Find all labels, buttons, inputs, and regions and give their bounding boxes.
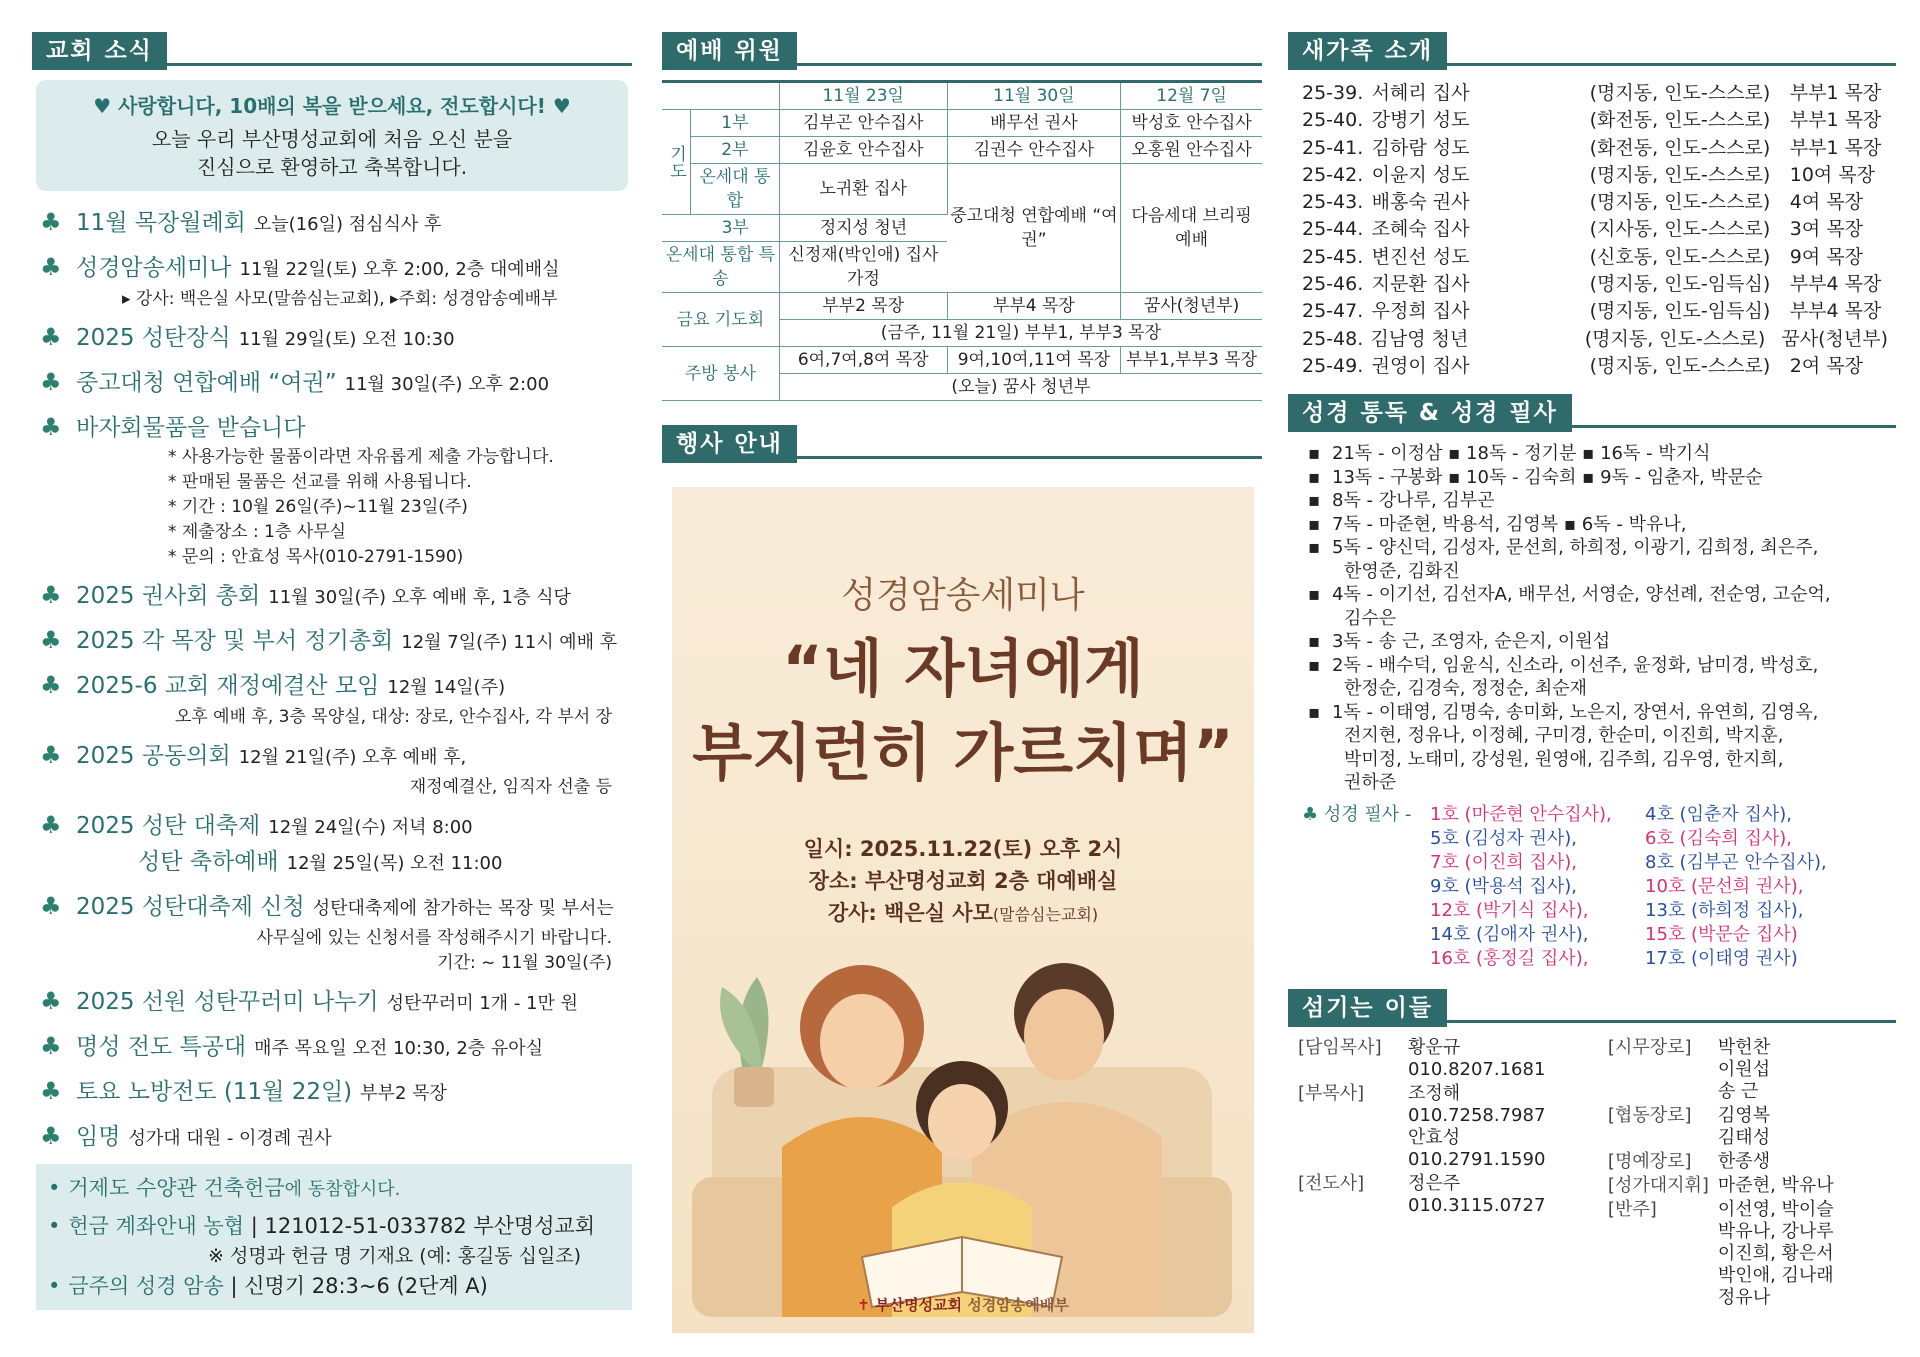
worship-committee-table <box>662 80 1262 401</box>
reading-row <box>1308 536 1896 560</box>
news-item <box>32 738 632 800</box>
family-cell: 25-49. <box>1302 354 1364 377</box>
family-row <box>1302 244 1888 271</box>
worship-column <box>662 30 1262 1333</box>
prayer-label: 기도 <box>662 110 691 215</box>
family-row <box>1302 107 1888 134</box>
info-column <box>1288 30 1896 1311</box>
section-header-servers <box>1288 987 1896 1027</box>
seminar-poster <box>672 487 1254 1333</box>
welcome-text-1: 오늘 우리 부산명성교회에 처음 오신 분을 <box>151 127 513 151</box>
news-list <box>32 205 632 1156</box>
news-subline: * 문의 : 안효성 목사(010-2791-1590) <box>168 547 464 567</box>
section-header-family <box>1288 30 1896 70</box>
bullet-icon: ▪ <box>1308 490 1321 512</box>
pastors-block <box>1298 1037 1608 1311</box>
news-subline: ▸ 강사: 백은실 사모(말씀심는교회), ▸주회: 성경암송예배부 <box>122 289 558 309</box>
cell: 정지성 청년 <box>779 215 947 242</box>
copy-entry: 13호 (하희정 집사), <box>1645 899 1804 921</box>
family-row <box>1302 135 1888 162</box>
date-header: 12월 7일 <box>1121 82 1262 110</box>
reading-text: 7독 - 마준현, 박용석, 김영복 ▪ 6독 - 박유나, <box>1332 513 1687 535</box>
news-subline: 재정예결산, 임직자 선출 등 <box>409 777 612 797</box>
family-cell: 9여 목장 <box>1789 245 1863 268</box>
news-row <box>32 738 632 775</box>
account-info: • 헌금 계좌안내 농협 | 121012-51-033782 부산명성교회 <box>48 1214 596 1238</box>
reading-continuation: 한영준, 김화진 <box>1344 560 1460 582</box>
merged-cell: 중고대청 연합예배 “여권” <box>947 164 1121 293</box>
news-item <box>32 250 632 312</box>
row-label: 주방 봉사 <box>662 347 779 401</box>
cell: 배무선 권사 <box>947 110 1121 137</box>
family-cell: 김하람 성도 <box>1371 136 1470 159</box>
family-cell: (명지동, 인도-임득심) <box>1589 273 1771 296</box>
reading-continuation: 김수은 <box>1344 607 1397 629</box>
news-title: 임명 <box>76 1124 121 1150</box>
copy-entry: 8호 (김부곤 안수집사), <box>1645 851 1827 873</box>
cell: 신정재(박인애) 집사 가정 <box>779 242 947 293</box>
family-cell: (화전동, 인도-스스로) <box>1589 136 1771 159</box>
news-detail: 12월 7일(주) 11시 예배 후 <box>401 632 618 653</box>
news-title: 토요 노방전도 (11월 22일) <box>76 1079 353 1105</box>
row-label: 1부 <box>691 110 780 137</box>
copy-entry: 9호 (박용석 집사), <box>1430 875 1577 897</box>
bullet-icon: ▪ <box>1308 584 1321 606</box>
building-offering: • 거제도 수양관 건축헌금에 동참합시다. <box>48 1176 401 1200</box>
bullet-icon: ▪ <box>1308 537 1321 559</box>
family-cell: 25-41. <box>1302 136 1364 159</box>
reading-continuation: 권하준 <box>1344 772 1397 794</box>
poster-subtitle: 성경암송세미나 <box>841 575 1085 616</box>
reading-text: 2독 - 배수덕, 임윤식, 신소라, 이선주, 윤정화, 남미경, 박성호, <box>1332 654 1819 676</box>
copy-entry: 10호 (문선희 권사), <box>1645 875 1804 897</box>
cell: 오홍원 안수집사 <box>1121 137 1262 164</box>
news-row <box>32 250 632 287</box>
bullet-icon: ▪ <box>1308 701 1321 723</box>
reading-continuation: 한정순, 김경숙, 정정순, 최순재 <box>1344 678 1587 700</box>
family-cell: (명지동, 인도-스스로) <box>1589 191 1771 214</box>
news-row <box>32 410 632 445</box>
copy-entry: 14호 (김애자 권사), <box>1430 923 1589 945</box>
cell: 김윤호 안수집사 <box>779 137 947 164</box>
club-icon: ♣ <box>40 323 62 351</box>
cell: 박성호 안수집사 <box>1121 110 1262 137</box>
club-icon: ♣ <box>40 671 62 699</box>
family-row <box>1302 271 1888 298</box>
family-row <box>1302 216 1888 243</box>
news-detail: 12월 14일(주) <box>387 677 506 698</box>
bullet-icon: ▪ <box>1308 443 1321 465</box>
reading-continuation: 박미정, 노태미, 강성원, 원영애, 김주희, 김우영, 한지희, <box>1344 748 1784 770</box>
section-title: 행사 안내 <box>662 425 797 463</box>
reading-row <box>1308 442 1896 466</box>
club-icon: ♣ <box>40 626 62 654</box>
family-cell: 변진선 성도 <box>1371 245 1470 268</box>
copy-entry: 15호 (박문순 집사) <box>1645 923 1798 945</box>
club-icon: ♣ <box>40 1122 62 1150</box>
news-title: 성탄 축하예배 <box>138 849 279 875</box>
news-detail: 11월 22일(토) 오후 2:00, 2층 대예배실 <box>239 259 560 280</box>
reading-text: 8독 - 강나루, 김부곤 <box>1332 490 1495 512</box>
family-row <box>1302 162 1888 189</box>
news-detail: 11월 30일(주) 오후 예배 후, 1층 식당 <box>268 587 571 608</box>
news-detail: 오늘(16일) 점심식사 후 <box>253 214 442 235</box>
family-row <box>1302 298 1888 325</box>
club-icon: ♣ <box>40 1032 62 1060</box>
family-cell: 25-47. <box>1302 300 1364 323</box>
club-icon: ♣ <box>40 581 62 609</box>
family-cell: 4여 목장 <box>1789 191 1863 214</box>
staff-directory <box>1288 1037 1896 1311</box>
section-header-reading <box>1288 392 1896 432</box>
welcome-slogan: ♥ 사랑합니다, 10배의 복을 받으세요, 전도합시다! ♥ <box>93 94 571 118</box>
copy-row <box>1288 851 1896 875</box>
news-row <box>32 365 632 402</box>
news-row <box>32 668 632 705</box>
news-item <box>32 1029 632 1066</box>
reading-text: 5독 - 양신덕, 김성자, 문선희, 하희정, 이광기, 김희정, 최은주, <box>1332 537 1819 559</box>
family-row <box>1302 80 1888 107</box>
family-cell: (명지동, 인도-스스로) <box>1584 327 1766 350</box>
family-cell: (신호동, 인도-스스로) <box>1589 245 1771 268</box>
section-title: 새가족 소개 <box>1288 32 1447 70</box>
merged-cell: 다음세대 브리핑 예배 <box>1121 164 1262 293</box>
news-detail: 부부2 목장 <box>360 1083 447 1104</box>
family-cell: 25-48. <box>1302 327 1364 350</box>
family-row <box>1302 326 1888 353</box>
welcome-text-2: 진심으로 환영하고 축복합니다. <box>196 155 468 179</box>
news-row <box>32 889 632 926</box>
copy-row <box>1288 827 1896 851</box>
date-header: 11월 30일 <box>947 82 1121 110</box>
cell: 부부2 목장 <box>779 293 947 320</box>
bullet-icon: ▪ <box>1308 631 1321 653</box>
offering-info-box <box>36 1164 632 1310</box>
news-row <box>32 1029 632 1066</box>
cell: 6여,7여,8여 목장 <box>779 347 947 374</box>
family-cell: 서혜리 집사 <box>1371 82 1470 104</box>
copy-entry: 5호 (김성자 권사), <box>1430 827 1577 849</box>
reading-row <box>1308 583 1896 607</box>
news-title: 2025 선원 성탄꾸러미 나누기 <box>76 989 379 1015</box>
copy-row <box>1288 875 1896 899</box>
news-row <box>32 984 632 1021</box>
family-cell: 부부4 목장 <box>1789 300 1882 323</box>
poster-date: 일시: 2025.11.22(토) 오후 2시 <box>803 837 1123 861</box>
reading-row <box>1308 513 1896 537</box>
bullet-icon: ▪ <box>1308 654 1321 676</box>
club-icon: ♣ <box>1302 803 1324 825</box>
reading-text: 4독 - 이기선, 김선자A, 배무선, 서영순, 양선례, 전순영, 고순억, <box>1332 584 1831 606</box>
family-cell: 25-43. <box>1302 191 1364 214</box>
news-item <box>32 1119 632 1156</box>
associate-pastors: [부목사] 조정해 010.7258.7987 안효성 010.2791.1590 <box>1298 1082 1546 1170</box>
row-label: 금요 기도회 <box>662 293 779 347</box>
news-row <box>32 320 632 357</box>
bullet-icon: ▪ <box>1308 466 1321 488</box>
news-title: 중고대청 연합예배 “여권” <box>76 370 337 396</box>
news-item <box>32 205 632 242</box>
copy-label <box>1288 947 1430 971</box>
reading-row <box>1308 701 1896 725</box>
cell: 부부1,부부3 목장 <box>1121 347 1262 374</box>
poster-title: “네 자녀에게 부지런히 가르치며” <box>692 632 1234 789</box>
copy-entry: 7호 (이진희 집사), <box>1430 851 1577 873</box>
news-title: 2025 공동의회 <box>76 743 231 769</box>
reading-text: 13독 - 구봉화 ▪ 10독 - 김숙희 ▪ 9독 - 임춘자, 박문순 <box>1332 466 1763 488</box>
news-item <box>32 984 632 1021</box>
news-title: 2025 권사회 총회 <box>76 583 261 609</box>
family-cell: 25-44. <box>1302 218 1364 241</box>
note-cell: (오늘) 꿈사 청년부 <box>779 374 1262 401</box>
news-title: 2025 각 목장 및 부서 정기총회 <box>76 628 394 654</box>
copy-label <box>1288 827 1430 851</box>
news-detail: 12월 24일(수) 저녁 8:00 <box>268 817 473 838</box>
family-row <box>1302 353 1888 380</box>
news-title: 명성 전도 특공대 <box>76 1034 247 1060</box>
family-cell: 부부4 목장 <box>1789 273 1882 296</box>
family-cell: (명지동, 인도-스스로) <box>1589 163 1771 186</box>
club-icon: ♣ <box>40 892 62 920</box>
copy-entry: 17호 (이태영 권사) <box>1645 947 1798 969</box>
news-detail: 12월 25일(목) 오전 11:00 <box>286 853 503 874</box>
section-header-worship <box>662 30 1262 70</box>
news-detail: 성가대 대원 - 이경례 권사 <box>128 1128 332 1149</box>
news-item <box>32 320 632 357</box>
cell: 노귀환 집사 <box>779 164 947 215</box>
family-cell: 25-42. <box>1302 163 1364 186</box>
family-cell: 2여 목장 <box>1789 354 1863 377</box>
church-news-column <box>32 30 632 1310</box>
cell: 김권수 안수집사 <box>947 137 1121 164</box>
news-title: 성경암송세미나 <box>76 255 232 281</box>
copy-label <box>1288 851 1430 875</box>
section-title: 교회 소식 <box>32 32 167 70</box>
news-row <box>32 623 632 660</box>
family-cell: 부부1 목장 <box>1789 109 1882 132</box>
news-subline: * 제출장소 : 1층 사무실 <box>168 522 347 542</box>
reading-row <box>1308 630 1896 654</box>
family-cell: 3여 목장 <box>1789 218 1863 241</box>
row-label: 온세대 통합 <box>691 164 780 215</box>
family-cell: 부부1 목장 <box>1789 136 1882 159</box>
poster-place: 장소: 부산명성교회 2층 대예배실 <box>808 869 1118 893</box>
news-row <box>32 808 632 845</box>
family-cell: 25-40. <box>1302 109 1364 132</box>
news-item <box>32 623 632 660</box>
account-note: ※ 성명과 헌금 명 기재요 (예: 홍길동 십일조) <box>208 1245 582 1267</box>
bible-copy-list <box>1288 803 1896 971</box>
section-title: 섬기는 이들 <box>1288 989 1447 1027</box>
club-icon: ♣ <box>40 368 62 396</box>
honorary-elder: [명예장로] 한종생 <box>1607 1150 1771 1172</box>
section-header-news <box>32 30 632 70</box>
family-cell: 권영이 집사 <box>1371 354 1470 377</box>
news-item <box>32 578 632 615</box>
welcome-box <box>36 80 628 191</box>
family-cell: 지문환 집사 <box>1371 273 1470 296</box>
family-reading-illustration <box>672 917 1254 1333</box>
family-cell: 부부1 목장 <box>1789 82 1882 104</box>
news-item <box>32 889 632 976</box>
active-elders: [시무장로] 박헌찬 이원섭 송 근 <box>1607 1036 1771 1102</box>
news-subline: 오후 예배 후, 3층 목양실, 대상: 장로, 안수집사, 각 부서 장 <box>174 707 612 727</box>
bullet-icon: ▪ <box>1308 513 1321 535</box>
new-family-list <box>1288 80 1888 380</box>
family-cell: (명지동, 인도-스스로) <box>1589 82 1771 104</box>
cell: 9여,10여,11여 목장 <box>947 347 1121 374</box>
family-cell: 우정희 집사 <box>1371 300 1470 323</box>
family-cell: 25-46. <box>1302 273 1364 296</box>
copy-label <box>1288 875 1430 899</box>
cell: 김부곤 안수집사 <box>779 110 947 137</box>
poster-footer: ✝ 부산명성교회 성경암송예배부 <box>857 1296 1069 1314</box>
news-title: 바자회물품을 받습니다 <box>76 415 306 441</box>
family-cell: 강병기 성도 <box>1371 109 1470 132</box>
church-logo-icon: ✝ <box>857 1296 870 1314</box>
date-header: 11월 23일 <box>779 82 947 110</box>
news-title: 11월 목장월례회 <box>76 210 246 236</box>
club-icon: ♣ <box>40 208 62 236</box>
evangelist: [전도사] 정은주 010.3115.0727 <box>1298 1172 1546 1216</box>
family-cell: 배홍숙 권사 <box>1371 191 1470 214</box>
news-item <box>32 668 632 730</box>
accompanists: [반주] 이선영, 박이슬 박유나, 강나루 이진희, 황은서 박인애, 김나래 정유나 <box>1607 1198 1834 1308</box>
news-detail: 성탄꾸러미 1개 - 1만 원 <box>386 993 579 1014</box>
family-cell: 25-45. <box>1302 245 1364 268</box>
news-subline: 기간: ~ 11월 30일(주) <box>437 953 612 973</box>
cell: 부부4 목장 <box>947 293 1121 320</box>
club-icon: ♣ <box>40 253 62 281</box>
reading-text: 1독 - 이태영, 김명숙, 송미화, 노은지, 장연서, 유연희, 김영옥, <box>1332 701 1819 723</box>
note-cell: (금주, 11월 21일) 부부1, 부부3 목장 <box>779 320 1262 347</box>
news-detail: 매주 목요일 오전 10:30, 2층 유아실 <box>254 1038 544 1059</box>
family-cell: 꿈사(청년부) <box>1781 327 1888 350</box>
family-cell: 이윤지 성도 <box>1371 163 1470 186</box>
copy-row <box>1288 923 1896 947</box>
family-cell: 김남영 청년 <box>1370 327 1469 350</box>
section-title: 성경 통독 & 성경 필사 <box>1288 394 1572 432</box>
news-title: 2025 성탄 대축제 <box>76 813 261 839</box>
news-item <box>32 365 632 402</box>
family-row <box>1302 189 1888 216</box>
copy-row <box>1288 947 1896 971</box>
cooperating-elders: [협동장로] 김영복 김태성 <box>1607 1104 1771 1148</box>
copy-label <box>1288 923 1430 947</box>
news-title: 2025 성탄대축제 신청 <box>76 894 305 920</box>
reading-text: 3독 - 송 근, 조영자, 순은지, 이원섭 <box>1332 631 1611 653</box>
reading-row <box>1308 489 1896 513</box>
family-cell: (명지동, 인도-스스로) <box>1589 354 1771 377</box>
copy-label <box>1288 899 1430 923</box>
news-row <box>32 1074 632 1111</box>
row-label: 온세대 통합 특송 <box>662 242 779 293</box>
news-subline: * 사용가능한 물품이라면 자유롭게 제출 가능합니다. <box>168 447 554 467</box>
family-cell: 조혜숙 집사 <box>1371 218 1470 241</box>
copy-entry: 6호 (김숙희 집사), <box>1645 827 1792 849</box>
copy-row <box>1288 803 1896 827</box>
news-item <box>32 410 632 570</box>
news-detail: 성탄대축제에 참가하는 목장 및 부서는 <box>312 898 614 919</box>
news-row <box>32 205 632 242</box>
copy-entry: 16호 (홍정길 집사), <box>1430 947 1589 969</box>
reading-row <box>1308 654 1896 678</box>
news-title: 2025 성탄장식 <box>76 325 231 351</box>
choir-conductor: [성가대지휘] 마준현, 박유나 <box>1607 1174 1834 1196</box>
news-row <box>32 1119 632 1156</box>
club-icon: ♣ <box>40 987 62 1015</box>
reading-text: 21독 - 이정삼 ▪ 18독 - 정기분 ▪ 16독 - 박기식 <box>1332 443 1711 465</box>
news-row-sub <box>32 845 632 881</box>
copy-entry: 1호 (마준현 안수집사), <box>1430 803 1612 825</box>
senior-pastor: [담임목사] 황운규 010.8207.1681 <box>1298 1036 1546 1080</box>
weekly-memory-verse: • 금주의 성경 암송 | 신명기 28:3~6 (2단계 A) <box>48 1274 488 1298</box>
copy-row <box>1288 899 1896 923</box>
club-icon: ♣ <box>40 741 62 769</box>
copy-label-text: 성경 필사 - <box>1323 803 1412 825</box>
section-title: 예배 위원 <box>662 32 797 70</box>
news-title: 2025-6 교회 재정예결산 모임 <box>76 673 380 699</box>
elders-block <box>1608 1037 1896 1311</box>
news-subline: 사무실에 있는 신청서를 작성해주시기 바랍니다. <box>256 928 612 948</box>
news-detail: 12월 21일(주) 오후 예배 후, <box>238 747 467 768</box>
club-icon: ♣ <box>40 1077 62 1105</box>
family-cell: 25-39. <box>1302 82 1364 104</box>
news-subline: * 기간 : 10월 26일(주)~11월 23일(주) <box>168 497 468 517</box>
family-cell: (화전동, 인도-스스로) <box>1589 109 1771 132</box>
reading-continuation: 전지현, 정유나, 이정혜, 구미경, 한순미, 이진희, 박지훈, <box>1344 725 1784 747</box>
news-item <box>32 808 632 881</box>
row-label: 3부 <box>662 215 779 242</box>
bible-reading-list <box>1288 442 1896 795</box>
cell: 꿈사(청년부) <box>1121 293 1262 320</box>
copy-entry: 4호 (임춘자 집사), <box>1645 803 1792 825</box>
row-label: 2부 <box>691 137 780 164</box>
copy-entry: 12호 (박기식 집사), <box>1430 899 1589 921</box>
reading-row <box>1308 466 1896 490</box>
family-cell: (명지동, 인도-임득심) <box>1589 300 1771 323</box>
family-cell: 10여 목장 <box>1789 163 1876 186</box>
copy-label <box>1288 803 1430 827</box>
news-row <box>32 578 632 615</box>
club-icon: ♣ <box>40 413 62 441</box>
news-detail: 11월 30일(주) 오후 2:00 <box>344 374 550 395</box>
club-icon: ♣ <box>40 811 62 839</box>
news-detail: 11월 29일(토) 오전 10:30 <box>238 329 455 350</box>
news-item <box>32 1074 632 1111</box>
section-header-event <box>662 423 1262 463</box>
news-subline: * 판매된 물품은 선교를 위해 사용됩니다. <box>168 472 472 492</box>
family-cell: (지사동, 인도-스스로) <box>1589 218 1771 241</box>
poster-speaker: 강사: 백은실 사모(말씀심는교회) <box>827 901 1099 925</box>
